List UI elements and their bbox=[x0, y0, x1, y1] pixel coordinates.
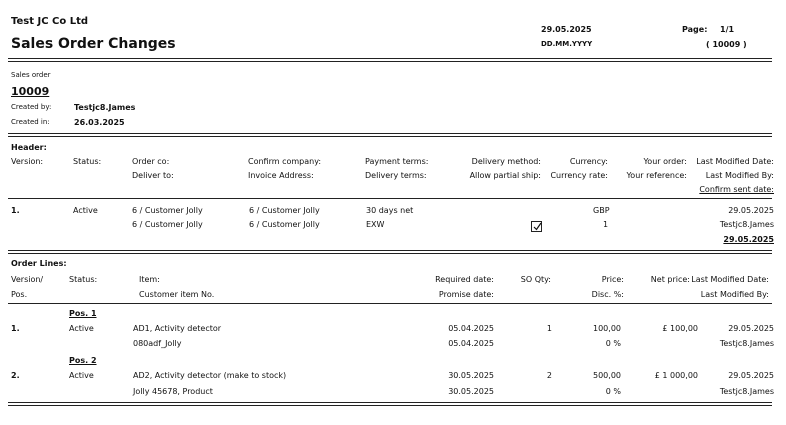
lines-col-so-qty: SO Qty: bbox=[520, 275, 551, 284]
line-net-price: £ 1 000,00 bbox=[654, 371, 698, 380]
header-col-delivery-method: Delivery method: bbox=[471, 157, 541, 166]
created-in-label: Created in: bbox=[11, 118, 50, 126]
line-promise-date: 05.04.2025 bbox=[448, 339, 494, 348]
order-rule-1 bbox=[8, 133, 772, 134]
company-name: Test JC Co Ltd bbox=[11, 16, 89, 27]
line-last-modified-date: 29.05.2025 bbox=[728, 371, 774, 380]
created-by-value: Testjc8.James bbox=[74, 103, 136, 112]
line-required-date: 30.05.2025 bbox=[448, 371, 494, 380]
line-promise-date: 30.05.2025 bbox=[448, 387, 494, 396]
header-col-currency: Currency: bbox=[569, 157, 608, 166]
line-version: 1. bbox=[11, 324, 20, 333]
line-pos-label: Pos. 1 bbox=[69, 309, 97, 318]
header-col-order-co: Order co: bbox=[132, 157, 170, 166]
created-by-label: Created by: bbox=[11, 103, 52, 111]
sales-order-number: 10009 bbox=[11, 85, 50, 98]
header-row-currency-rate: 1 bbox=[603, 220, 609, 229]
line-item: AD1, Activity detector bbox=[133, 324, 222, 333]
header-col-currency-rate: Currency rate: bbox=[550, 171, 608, 180]
line-customer-item-no: Jolly 45678, Product bbox=[133, 387, 213, 396]
header-row-invoice-address: 6 / Customer Jolly bbox=[249, 220, 320, 229]
order-ref: ( 10009 ) bbox=[706, 40, 747, 49]
line-version: 2. bbox=[11, 371, 20, 380]
line-item: AD2, Activity detector (make to stock) bbox=[133, 371, 287, 380]
header-col-status: Status: bbox=[73, 157, 102, 166]
lines-col-pos: Pos. bbox=[11, 290, 28, 299]
header-row-version: 1. bbox=[11, 206, 20, 215]
title-rule-1 bbox=[8, 58, 772, 59]
line-required-date: 05.04.2025 bbox=[448, 324, 494, 333]
created-in-value: 26.03.2025 bbox=[74, 118, 125, 127]
header-row-order-co: 6 / Customer Jolly bbox=[132, 206, 203, 215]
lines-col-net-price: Net price: bbox=[650, 275, 690, 284]
sales-order-label: Sales order bbox=[11, 71, 51, 79]
header-col-your-order: Your order: bbox=[643, 157, 687, 166]
header-columns-rule bbox=[8, 198, 772, 199]
line-so-qty: 2 bbox=[546, 371, 552, 380]
report-date: 29.05.2025 bbox=[541, 25, 592, 34]
header-col-delivery-terms: Delivery terms: bbox=[365, 171, 427, 180]
header-col-deliver-to: Deliver to: bbox=[132, 171, 174, 180]
lines-col-status: Status: bbox=[69, 275, 98, 284]
lines-col-last-modified-by: Last Modified By: bbox=[700, 290, 769, 299]
header-col-confirm-sent-date: Confirm sent date: bbox=[699, 185, 774, 194]
allow-partial-ship-checkbox[interactable] bbox=[531, 221, 542, 232]
header-row-payment-terms: 30 days net bbox=[366, 206, 414, 215]
page-value: 1/1 bbox=[720, 25, 735, 34]
header-col-your-reference: Your reference: bbox=[626, 171, 687, 180]
header-rule-1 bbox=[8, 250, 772, 251]
title-rule-2 bbox=[8, 61, 772, 62]
lines-col-last-modified-date: Last Modified Date: bbox=[691, 275, 769, 284]
lines-columns-rule bbox=[8, 303, 772, 304]
line-price: 500,00 bbox=[593, 371, 621, 380]
header-col-payment-terms: Payment terms: bbox=[365, 157, 429, 166]
lines-col-customer-item-no: Customer item No. bbox=[139, 290, 215, 299]
page-label: Page: bbox=[682, 25, 708, 34]
line-last-modified-by: Testjc8.James bbox=[719, 387, 774, 396]
line-price: 100,00 bbox=[593, 324, 621, 333]
header-row-confirm-company: 6 / Customer Jolly bbox=[249, 206, 320, 215]
line-disc: 0 % bbox=[605, 339, 621, 348]
line-last-modified-date: 29.05.2025 bbox=[728, 324, 774, 333]
header-row-deliver-to: 6 / Customer Jolly bbox=[132, 220, 203, 229]
checkmark-icon bbox=[533, 222, 542, 231]
header-section-title: Header: bbox=[11, 143, 47, 152]
header-col-invoice-address: Invoice Address: bbox=[248, 171, 314, 180]
line-status: Active bbox=[69, 324, 94, 333]
header-row-currency: GBP bbox=[593, 206, 610, 215]
report-title: Sales Order Changes bbox=[11, 36, 176, 52]
lines-section-title: Order Lines: bbox=[11, 259, 67, 268]
header-row-confirm-sent-date: 29.05.2025 bbox=[723, 235, 774, 244]
line-status: Active bbox=[69, 371, 94, 380]
header-row-last-modified-date: 29.05.2025 bbox=[728, 206, 774, 215]
lines-rule-2 bbox=[8, 405, 772, 406]
date-format: DD.MM.YYYY bbox=[541, 40, 593, 48]
header-row-delivery-terms: EXW bbox=[366, 220, 385, 229]
line-net-price: £ 100,00 bbox=[662, 324, 698, 333]
header-col-version: Version: bbox=[11, 157, 44, 166]
header-col-last-modified-by: Last Modified By: bbox=[705, 171, 774, 180]
header-col-allow-partial-ship: Allow partial ship: bbox=[469, 171, 541, 180]
header-col-confirm-company: Confirm company: bbox=[248, 157, 322, 166]
lines-col-price: Price: bbox=[601, 275, 624, 284]
lines-col-item: Item: bbox=[139, 275, 160, 284]
header-row-status: Active bbox=[73, 206, 98, 215]
line-customer-item-no: 080adf_Jolly bbox=[133, 339, 182, 348]
line-pos-label: Pos. 2 bbox=[69, 356, 97, 365]
lines-col-required-date: Required date: bbox=[435, 275, 494, 284]
line-so-qty: 1 bbox=[546, 324, 552, 333]
header-rule-2 bbox=[8, 253, 772, 254]
lines-col-disc: Disc. %: bbox=[591, 290, 624, 299]
lines-rule-1 bbox=[8, 402, 772, 403]
header-col-last-modified-date: Last Modified Date: bbox=[696, 157, 774, 166]
order-rule-2 bbox=[8, 136, 772, 137]
lines-col-version: Version/ bbox=[11, 275, 44, 284]
header-row-last-modified-by: Testjc8.James bbox=[719, 220, 774, 229]
lines-col-promise-date: Promise date: bbox=[438, 290, 494, 299]
line-disc: 0 % bbox=[605, 387, 621, 396]
line-last-modified-by: Testjc8.James bbox=[719, 339, 774, 348]
